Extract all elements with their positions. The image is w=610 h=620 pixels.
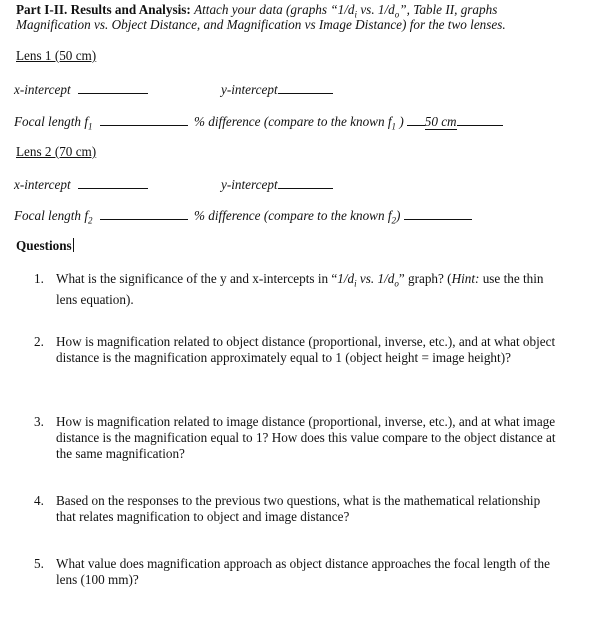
q1-ital-start: 1/d <box>337 271 355 286</box>
lens2-percent-subscript: 2 <box>391 215 397 226</box>
lens1-known-blank-right[interactable] <box>457 113 503 126</box>
question-1-text <box>56 271 561 308</box>
lens2-focal-blank[interactable] <box>100 207 188 220</box>
subscript-i: i <box>354 9 358 20</box>
lens2-x-intercept-row <box>14 176 148 193</box>
lens2-focal-label-text: Focal length f <box>14 208 88 223</box>
lens1-heading <box>16 48 96 64</box>
lens2-focal-label <box>14 208 93 226</box>
lens2-x-intercept-label: x-intercept <box>14 177 71 192</box>
question-4-text: Based on the responses to the previous two questions, what is the mathematical relationship that relates magnification to object and image distance? <box>56 493 541 524</box>
part-title: Part I-II. Results and Analysis: <box>16 2 191 17</box>
lens1-heading-text: Lens 1 (50 cm) <box>16 48 97 63</box>
q1-graph-name <box>337 271 399 289</box>
lens1-x-intercept-label: x-intercept <box>14 82 71 97</box>
question-5-number: 5. <box>34 556 44 571</box>
lens2-percent-label <box>194 208 401 226</box>
lens1-percent-row <box>194 113 503 135</box>
lens2-percent-blank[interactable] <box>404 207 472 220</box>
question-4-number: 4. <box>34 493 44 508</box>
q1-text-tail: use the thin lens equation). <box>56 271 544 307</box>
lens2-heading <box>16 144 96 160</box>
lens2-percent-tail: ) <box>396 208 401 223</box>
question-3-text: How is magnification related to image distance (proportional, inverse, etc.), and at what image distance is the magnification equal to 1? How does this value compare to the object distance at the same magnification? <box>56 414 556 461</box>
lens2-y-intercept-blank[interactable] <box>278 176 333 189</box>
lens2-focal-row <box>14 207 188 229</box>
lens2-percent-label-text: % difference (compare to the known f <box>194 208 392 223</box>
question-5-text: What value does magnification approach as object distance approaches the focal length of the lens (100 mm)? <box>56 556 550 587</box>
lens1-percent-subscript: 1 <box>391 121 397 132</box>
lens1-focal-blank[interactable] <box>100 113 188 126</box>
lens1-y-intercept-row <box>221 81 333 98</box>
lens1-y-intercept-label: y-intercept <box>221 82 278 97</box>
question-2-text: How is magnification related to object distance (proportional, inverse, etc.), and at what object distance is the magnification approximately equal to 1 (object height = image height)? <box>56 334 556 365</box>
lens1-focal-label-text: Focal length f <box>14 114 88 129</box>
lens1-focal-row <box>14 113 188 135</box>
q1-text-post: ” graph? ( <box>398 271 452 286</box>
lens1-percent-label <box>194 114 404 132</box>
lens1-focal-label <box>14 114 93 132</box>
instruction-vs: vs. 1/d <box>357 2 395 17</box>
q1-subscript-o: o <box>394 278 399 289</box>
questions-heading <box>16 238 74 254</box>
lens2-percent-row <box>194 207 472 229</box>
lens1-known-value: 50 cm <box>424 114 457 129</box>
lens1-known-blank-left <box>407 113 425 126</box>
subscript-o: o <box>394 9 400 20</box>
lens2-y-intercept-row <box>221 176 333 193</box>
lens1-percent-tail: ) <box>396 114 404 129</box>
q1-ital-vs: vs. 1/d <box>356 271 395 286</box>
lens1-focal-subscript: 1 <box>87 121 93 132</box>
instruction-tail: ”, Table II, graphs <box>399 2 498 17</box>
lens2-x-intercept-blank[interactable] <box>78 176 148 189</box>
instruction-start: Attach your data (graphs “1/d <box>194 2 355 17</box>
q1-hint-label: Hint: <box>451 271 480 286</box>
lens2-focal-subscript: 2 <box>87 215 93 226</box>
lens2-heading-text: Lens 2 (70 cm) <box>16 144 97 159</box>
question-2-number: 2. <box>34 334 44 349</box>
questions-heading-text: Questions <box>16 238 72 253</box>
q1-text-pre: What is the significance of the y and x-intercepts in “ <box>56 271 338 286</box>
section-header-line-2: Magnification vs. Object Distance, and Magnification vs Image Distance) for the two lenses. <box>16 17 506 32</box>
instruction-text <box>194 2 498 20</box>
q1-subscript-i: i <box>354 278 357 289</box>
lens1-y-intercept-blank[interactable] <box>278 81 333 94</box>
text-cursor <box>73 238 74 252</box>
lens1-percent-label-text: % difference (compare to the known f <box>194 114 392 129</box>
question-1-number: 1. <box>34 271 44 286</box>
question-3-number: 3. <box>34 414 44 429</box>
lens1-x-intercept-row <box>14 81 148 98</box>
lens2-y-intercept-label: y-intercept <box>221 177 278 192</box>
lens1-x-intercept-blank[interactable] <box>78 81 148 94</box>
